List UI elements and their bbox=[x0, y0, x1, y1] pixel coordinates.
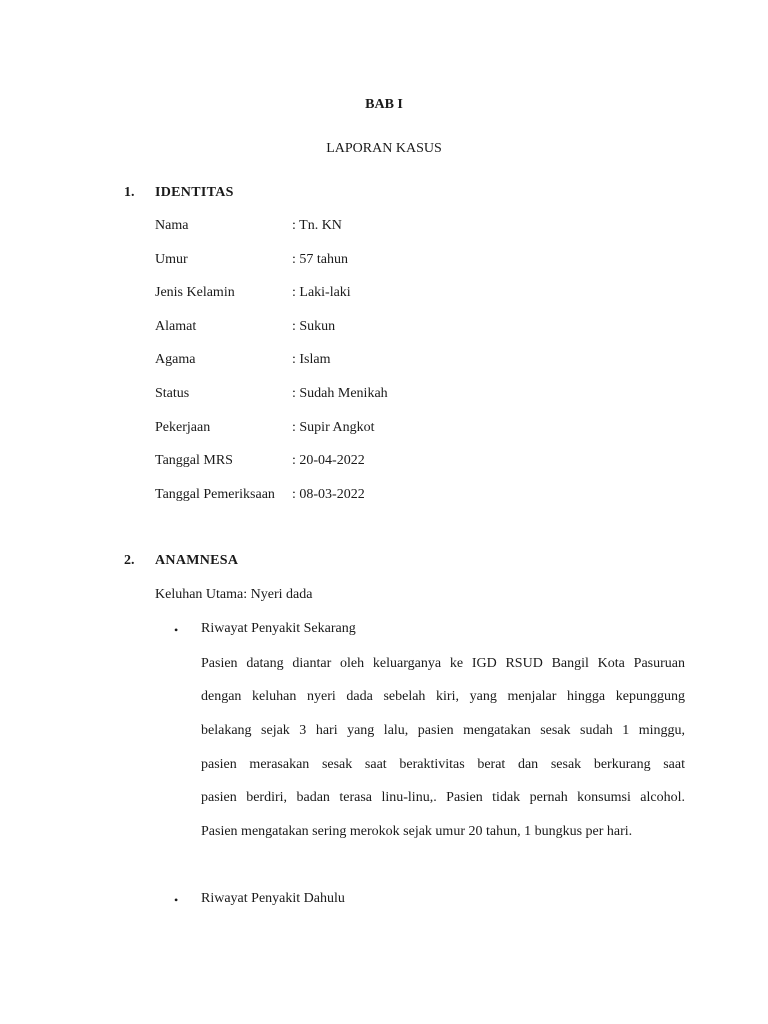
paragraph-line: pasien berdiri, badan terasa linu-linu,. Pasien tidak pernah konsumsi alcohol. bbox=[201, 790, 685, 805]
identity-value-tanggal-mrs: : 20-04-2022 bbox=[292, 453, 365, 468]
identity-label-status: Status bbox=[155, 386, 190, 401]
paragraph-line: pasien merasakan sesak saat beraktivitas berat dan sesak berkurang saat bbox=[201, 757, 685, 772]
identity-value-jenis-kelamin: : Laki-laki bbox=[292, 285, 351, 300]
bullet-icon: • bbox=[174, 893, 179, 907]
chapter-heading: BAB I bbox=[365, 97, 403, 112]
identity-value-umur: : 57 tahun bbox=[292, 252, 348, 267]
chief-complaint: Keluhan Utama: Nyeri dada bbox=[155, 587, 313, 602]
identity-label-tanggal-mrs: Tanggal MRS bbox=[155, 453, 233, 468]
paragraph-line: belakang sejak 3 hari yang lalu, pasien mengatakan sesak sudah 1 minggu, bbox=[201, 723, 685, 738]
paragraph-line: Pasien mengatakan sering merokok sejak umur 20 tahun, 1 bungkus per hari. bbox=[201, 824, 633, 839]
paragraph-line: Pasien datang diantar oleh keluarganya ke IGD RSUD Bangil Kota Pasuruan bbox=[201, 656, 685, 671]
section-2-number: 2. bbox=[124, 553, 135, 568]
identity-label-tanggal-pemeriksaan: Tanggal Pemeriksaan bbox=[155, 487, 275, 502]
subsection-title-riwayat-dahulu: Riwayat Penyakit Dahulu bbox=[201, 891, 345, 906]
identity-value-pekerjaan: : Supir Angkot bbox=[292, 420, 375, 435]
bullet-icon: • bbox=[174, 623, 179, 637]
section-1-number: 1. bbox=[124, 185, 135, 200]
report-title: LAPORAN KASUS bbox=[326, 141, 442, 156]
section-2-title: ANAMNESA bbox=[155, 553, 239, 568]
identity-value-tanggal-pemeriksaan: : 08-03-2022 bbox=[292, 487, 365, 502]
identity-label-pekerjaan: Pekerjaan bbox=[155, 420, 211, 435]
section-1-title: IDENTITAS bbox=[155, 185, 234, 200]
identity-label-agama: Agama bbox=[155, 352, 196, 367]
identity-label-alamat: Alamat bbox=[155, 319, 197, 334]
subsection-title-riwayat-sekarang: Riwayat Penyakit Sekarang bbox=[201, 621, 356, 636]
identity-value-agama: : Islam bbox=[292, 352, 331, 367]
identity-value-nama: : Tn. KN bbox=[292, 218, 342, 233]
identity-label-nama: Nama bbox=[155, 218, 189, 233]
identity-value-status: : Sudah Menikah bbox=[292, 386, 388, 401]
identity-label-umur: Umur bbox=[155, 252, 188, 267]
identity-label-jenis-kelamin: Jenis Kelamin bbox=[155, 285, 235, 300]
identity-value-alamat: : Sukun bbox=[292, 319, 336, 334]
paragraph-line: dengan keluhan nyeri dada sebelah kiri, yang menjalar hingga kepunggung bbox=[201, 689, 685, 704]
